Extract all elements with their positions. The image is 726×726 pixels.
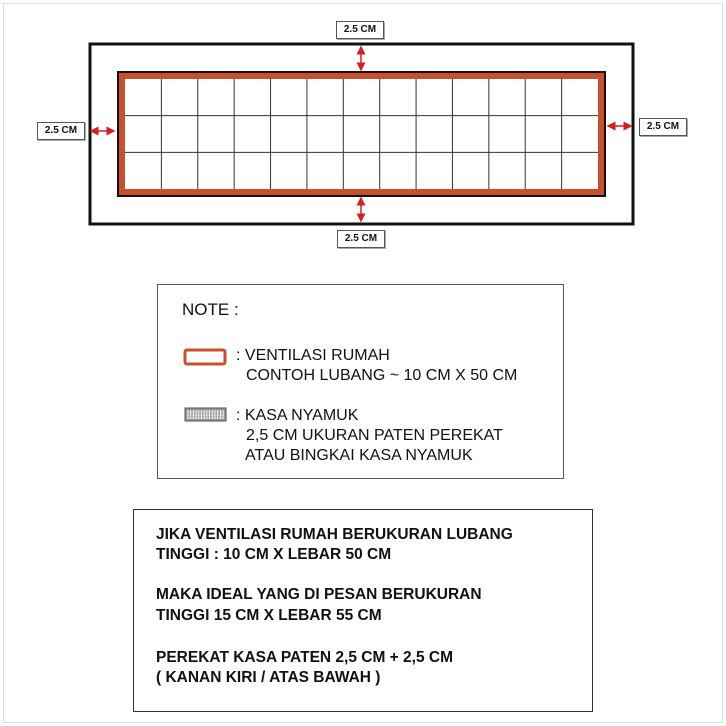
info-line-1: JIKA VENTILASI RUMAH BERUKURAN LUBANG bbox=[156, 526, 513, 543]
top-margin-label: 2.5 CM bbox=[336, 21, 384, 39]
bottom-margin-label: 2.5 CM bbox=[337, 230, 385, 248]
ventilation-frame-icon bbox=[183, 348, 227, 366]
info-line-4: TINGGI 15 CM X LEBAR 55 CM bbox=[156, 607, 382, 624]
note-box bbox=[157, 284, 564, 479]
note-title: NOTE : bbox=[182, 300, 239, 319]
right-margin-label: 2.5 CM bbox=[639, 118, 687, 136]
legend-ventilation-desc: CONTOH LUBANG ~ 10 CM X 50 CM bbox=[246, 367, 518, 384]
legend-ventilation-title: : VENTILASI RUMAH bbox=[236, 347, 390, 364]
left-margin-label: 2.5 CM bbox=[37, 122, 85, 140]
mosquito-net-icon bbox=[184, 407, 228, 423]
info-line-2: TINGGI : 10 CM X LEBAR 50 CM bbox=[156, 546, 392, 563]
legend-net-title: : KASA NYAMUK bbox=[236, 407, 359, 424]
size-info-box bbox=[133, 509, 593, 712]
info-line-5: PEREKAT KASA PATEN 2,5 CM + 2,5 CM bbox=[156, 649, 453, 666]
legend-net-desc-1: 2,5 CM UKURAN PATEN PEREKAT bbox=[246, 427, 503, 444]
ventilation-frame bbox=[122, 76, 601, 192]
info-line-3: MAKA IDEAL YANG DI PESAN BERUKURAN bbox=[156, 586, 482, 603]
legend-net-desc-2: ATAU BINGKAI KASA NYAMUK bbox=[245, 447, 473, 464]
info-line-6: ( KANAN KIRI / ATAS BAWAH ) bbox=[156, 669, 381, 686]
